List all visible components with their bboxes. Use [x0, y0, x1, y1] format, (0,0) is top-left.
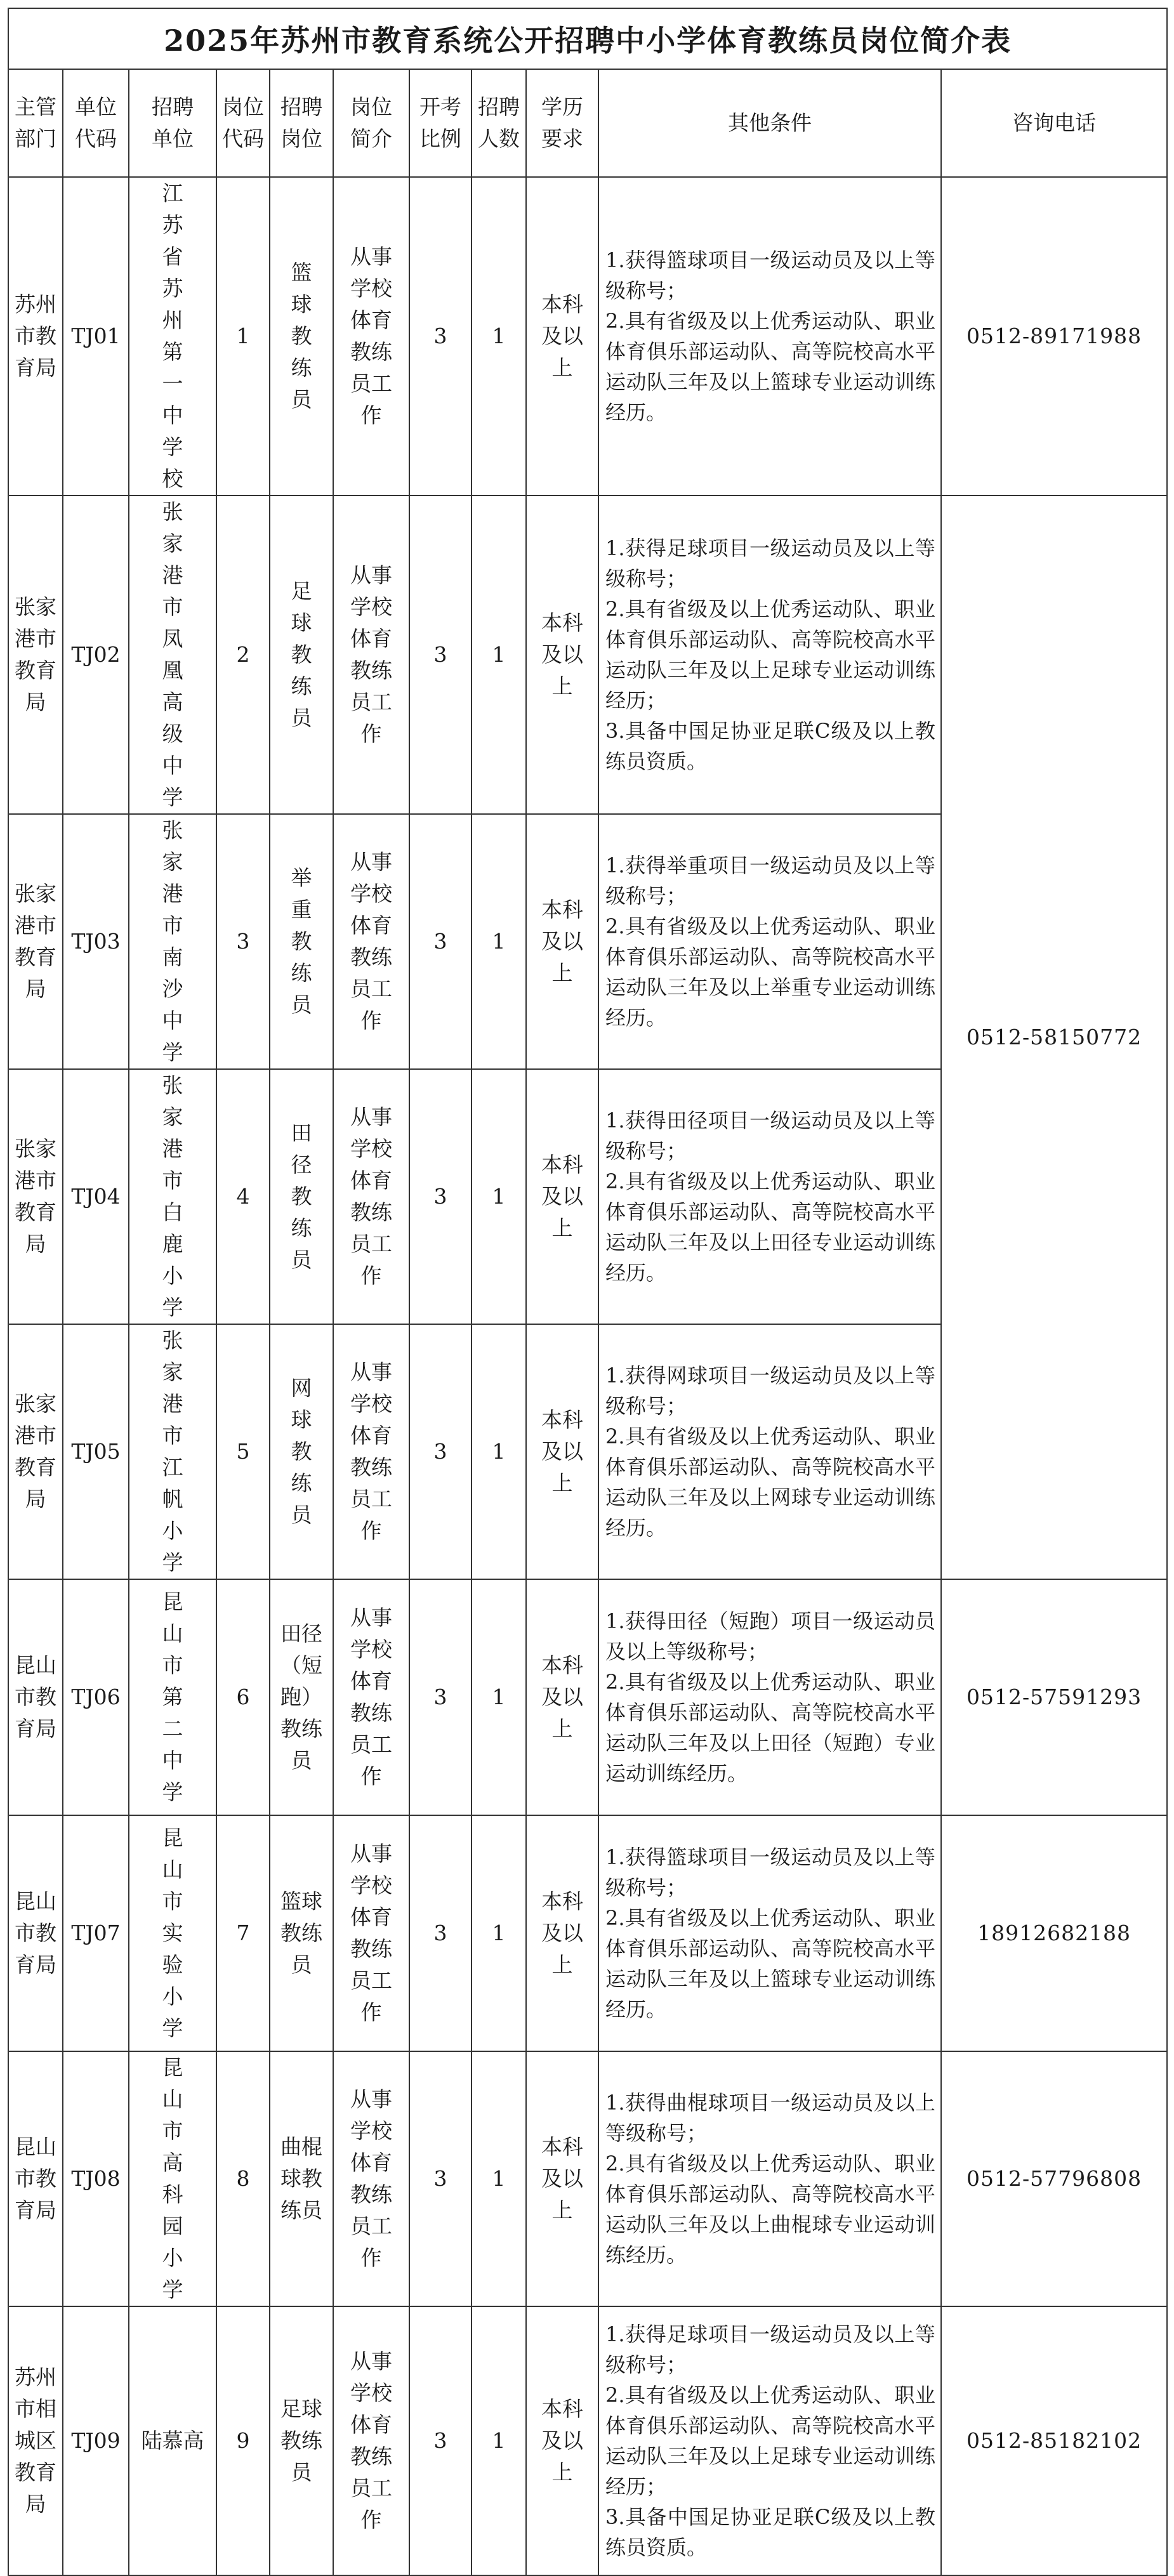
condition-line: 1.获得篮球项目一级运动员及以上等级称号； [605, 1845, 935, 1900]
ratio-cell: 3 [409, 2051, 472, 2306]
post-code-cell: 5 [216, 1324, 270, 1579]
header-phone: 咨询电话 [941, 69, 1167, 177]
count-cell: 1 [472, 814, 526, 1069]
edu-cell: 本科及以上 [526, 2051, 598, 2306]
phone-cell: 0512-57591293 [941, 1579, 1167, 1815]
unit-code-cell: TJ05 [63, 1324, 129, 1579]
post-cell: 田径（短跑）教练员 [270, 1579, 333, 1815]
edu-cell: 本科及以上 [526, 177, 598, 496]
post-cell: 足球教练员 [270, 496, 333, 814]
conditions-cell [598, 2051, 941, 2306]
table-row [8, 1579, 1167, 1815]
condition-line: 3.具备中国足协亚足联C级及以上教练员资质。 [605, 719, 935, 773]
edu-cell: 本科及以上 [526, 2306, 598, 2575]
ratio-cell: 3 [409, 1815, 472, 2051]
unit-cell: 张家港市南沙中学 [129, 814, 216, 1069]
edu-cell: 本科及以上 [526, 496, 598, 814]
ratio-cell: 3 [409, 496, 472, 814]
unit-cell: 陆慕高 [129, 2306, 216, 2575]
post-code-cell: 4 [216, 1069, 270, 1324]
condition-line: 2.具有省级及以上优秀运动队、职业体育俱乐部运动队、高等院校高水平运动队三年及以上网球专业运动训练经历。 [605, 1424, 935, 1540]
post-code-cell: 3 [216, 814, 270, 1069]
dept-cell: 昆山市教育局 [8, 1579, 63, 1815]
conditions-cell [598, 814, 941, 1069]
condition-line: 2.具有省级及以上优秀运动队、职业体育俱乐部运动队、高等院校高水平运动队三年及以上曲棍球专业运动训练经历。 [605, 2152, 935, 2267]
ratio-cell: 3 [409, 814, 472, 1069]
dept-cell: 苏州市相城区教育局 [8, 2306, 63, 2575]
post-code-cell: 6 [216, 1579, 270, 1815]
table-row [8, 177, 1167, 496]
condition-line: 2.具有省级及以上优秀运动队、职业体育俱乐部运动队、高等院校高水平运动队三年及以上田径（短跑）专业运动训练经历。 [605, 1670, 935, 1785]
conditions-cell [598, 1069, 941, 1324]
condition-line: 1.获得足球项目一级运动员及以上等级称号； [605, 2322, 935, 2377]
dept-cell: 昆山市教育局 [8, 2051, 63, 2306]
intro-cell: 从事学校体育教练员工作 [333, 496, 409, 814]
intro-cell: 从事学校体育教练员工作 [333, 2051, 409, 2306]
dept-cell: 张家港市教育局 [8, 1324, 63, 1579]
unit-code-cell: TJ03 [63, 814, 129, 1069]
unit-cell: 江苏省苏州第一中学校 [129, 177, 216, 496]
condition-line: 1.获得田径（短跑）项目一级运动员及以上等级称号； [605, 1609, 935, 1664]
header-unit: 招聘单位 [129, 69, 216, 177]
ratio-cell: 3 [409, 1579, 472, 1815]
post-code-cell: 7 [216, 1815, 270, 2051]
post-code-cell: 2 [216, 496, 270, 814]
post-cell: 举重教练员 [270, 814, 333, 1069]
unit-code-cell: TJ09 [63, 2306, 129, 2575]
conditions-cell [598, 177, 941, 496]
condition-line: 2.具有省级及以上优秀运动队、职业体育俱乐部运动队、高等院校高水平运动队三年及以上足球专业运动训练经历； [605, 597, 935, 713]
unit-cell: 张家港市江帆小学 [129, 1324, 216, 1579]
unit-code-cell: TJ02 [63, 496, 129, 814]
condition-line: 2.具有省级及以上优秀运动队、职业体育俱乐部运动队、高等院校高水平运动队三年及以上篮球专业运动训练经历。 [605, 309, 935, 424]
header-count: 招聘人数 [472, 69, 526, 177]
count-cell: 1 [472, 1579, 526, 1815]
unit-cell: 昆山市高科园小学 [129, 2051, 216, 2306]
condition-line: 2.具有省级及以上优秀运动队、职业体育俱乐部运动队、高等院校高水平运动队三年及以上田径专业运动训练经历。 [605, 1169, 935, 1285]
post-cell: 篮球教练员 [270, 1815, 333, 2051]
recruitment-table [8, 8, 1168, 2576]
conditions-cell [598, 1579, 941, 1815]
unit-code-cell: TJ01 [63, 177, 129, 496]
count-cell: 1 [472, 1815, 526, 2051]
conditions-cell [598, 1815, 941, 2051]
condition-line: 1.获得网球项目一级运动员及以上等级称号； [605, 1364, 935, 1418]
post-cell: 曲棍球教练员 [270, 2051, 333, 2306]
edu-cell: 本科及以上 [526, 814, 598, 1069]
intro-cell: 从事学校体育教练员工作 [333, 1815, 409, 2051]
intro-cell: 从事学校体育教练员工作 [333, 1324, 409, 1579]
header-intro: 岗位简介 [333, 69, 409, 177]
post-cell: 田径教练员 [270, 1069, 333, 1324]
count-cell: 1 [472, 2306, 526, 2575]
unit-code-cell: TJ08 [63, 2051, 129, 2306]
condition-line: 2.具有省级及以上优秀运动队、职业体育俱乐部运动队、高等院校高水平运动队三年及以上举重专业运动训练经历。 [605, 914, 935, 1030]
edu-cell: 本科及以上 [526, 1579, 598, 1815]
dept-cell: 张家港市教育局 [8, 814, 63, 1069]
ratio-cell: 3 [409, 177, 472, 496]
condition-line: 1.获得举重项目一级运动员及以上等级称号； [605, 853, 935, 908]
condition-line: 2.具有省级及以上优秀运动队、职业体育俱乐部运动队、高等院校高水平运动队三年及以上足球专业运动训练经历； [605, 2383, 935, 2499]
condition-line: 2.具有省级及以上优秀运动队、职业体育俱乐部运动队、高等院校高水平运动队三年及以上篮球专业运动训练经历。 [605, 1906, 935, 2021]
ratio-cell: 3 [409, 2306, 472, 2575]
header-dept: 主管部门 [8, 69, 63, 177]
intro-cell: 从事学校体育教练员工作 [333, 1069, 409, 1324]
conditions-cell [598, 1324, 941, 1579]
unit-code-cell: TJ06 [63, 1579, 129, 1815]
header-row [8, 69, 1167, 177]
unit-cell: 昆山市实验小学 [129, 1815, 216, 2051]
header-post: 招聘岗位 [270, 69, 333, 177]
condition-line: 1.获得曲棍球项目一级运动员及以上等级称号； [605, 2091, 935, 2145]
post-cell: 足球教练员 [270, 2306, 333, 2575]
unit-code-cell: TJ07 [63, 1815, 129, 2051]
recruitment-table-document [8, 8, 1166, 2560]
header-edu: 学历要求 [526, 69, 598, 177]
header-post-code: 岗位代码 [216, 69, 270, 177]
ratio-cell: 3 [409, 1324, 472, 1579]
header-other: 其他条件 [598, 69, 941, 177]
table-row [8, 496, 1167, 814]
post-cell: 网球教练员 [270, 1324, 333, 1579]
post-code-cell: 9 [216, 2306, 270, 2575]
intro-cell: 从事学校体育教练员工作 [333, 1579, 409, 1815]
count-cell: 1 [472, 496, 526, 814]
page-title: 2025年苏州市教育系统公开招聘中小学体育教练员岗位简介表 [8, 8, 1167, 69]
condition-line: 3.具备中国足协亚足联C级及以上教练员资质。 [605, 2505, 935, 2560]
header-ratio: 开考比例 [409, 69, 472, 177]
count-cell: 1 [472, 2051, 526, 2306]
post-code-cell: 8 [216, 2051, 270, 2306]
count-cell: 1 [472, 1069, 526, 1324]
unit-cell: 昆山市第二中学 [129, 1579, 216, 1815]
edu-cell: 本科及以上 [526, 1815, 598, 2051]
header-unit-code: 单位代码 [63, 69, 129, 177]
table-row [8, 2306, 1167, 2575]
post-code-cell: 1 [216, 177, 270, 496]
condition-line: 1.获得田径项目一级运动员及以上等级称号； [605, 1108, 935, 1163]
dept-cell: 张家港市教育局 [8, 496, 63, 814]
edu-cell: 本科及以上 [526, 1324, 598, 1579]
conditions-cell [598, 496, 941, 814]
unit-cell: 张家港市白鹿小学 [129, 1069, 216, 1324]
dept-cell: 昆山市教育局 [8, 1815, 63, 2051]
conditions-cell [598, 2306, 941, 2575]
phone-cell: 0512-58150772 [941, 496, 1167, 1579]
phone-cell: 0512-57796808 [941, 2051, 1167, 2306]
phone-cell: 0512-89171988 [941, 177, 1167, 496]
post-cell: 篮球教练员 [270, 177, 333, 496]
count-cell: 1 [472, 1324, 526, 1579]
intro-cell: 从事学校体育教练员工作 [333, 177, 409, 496]
condition-line: 1.获得篮球项目一级运动员及以上等级称号； [605, 248, 935, 303]
dept-cell: 苏州市教育局 [8, 177, 63, 496]
dept-cell: 张家港市教育局 [8, 1069, 63, 1324]
condition-line: 1.获得足球项目一级运动员及以上等级称号； [605, 536, 935, 591]
table-row [8, 1815, 1167, 2051]
intro-cell: 从事学校体育教练员工作 [333, 814, 409, 1069]
unit-code-cell: TJ04 [63, 1069, 129, 1324]
phone-cell: 18912682188 [941, 1815, 1167, 2051]
count-cell: 1 [472, 177, 526, 496]
phone-cell: 0512-85182102 [941, 2306, 1167, 2575]
edu-cell: 本科及以上 [526, 1069, 598, 1324]
table-row [8, 2051, 1167, 2306]
ratio-cell: 3 [409, 1069, 472, 1324]
unit-cell: 张家港市凤凰高级中学 [129, 496, 216, 814]
intro-cell: 从事学校体育教练员工作 [333, 2306, 409, 2575]
